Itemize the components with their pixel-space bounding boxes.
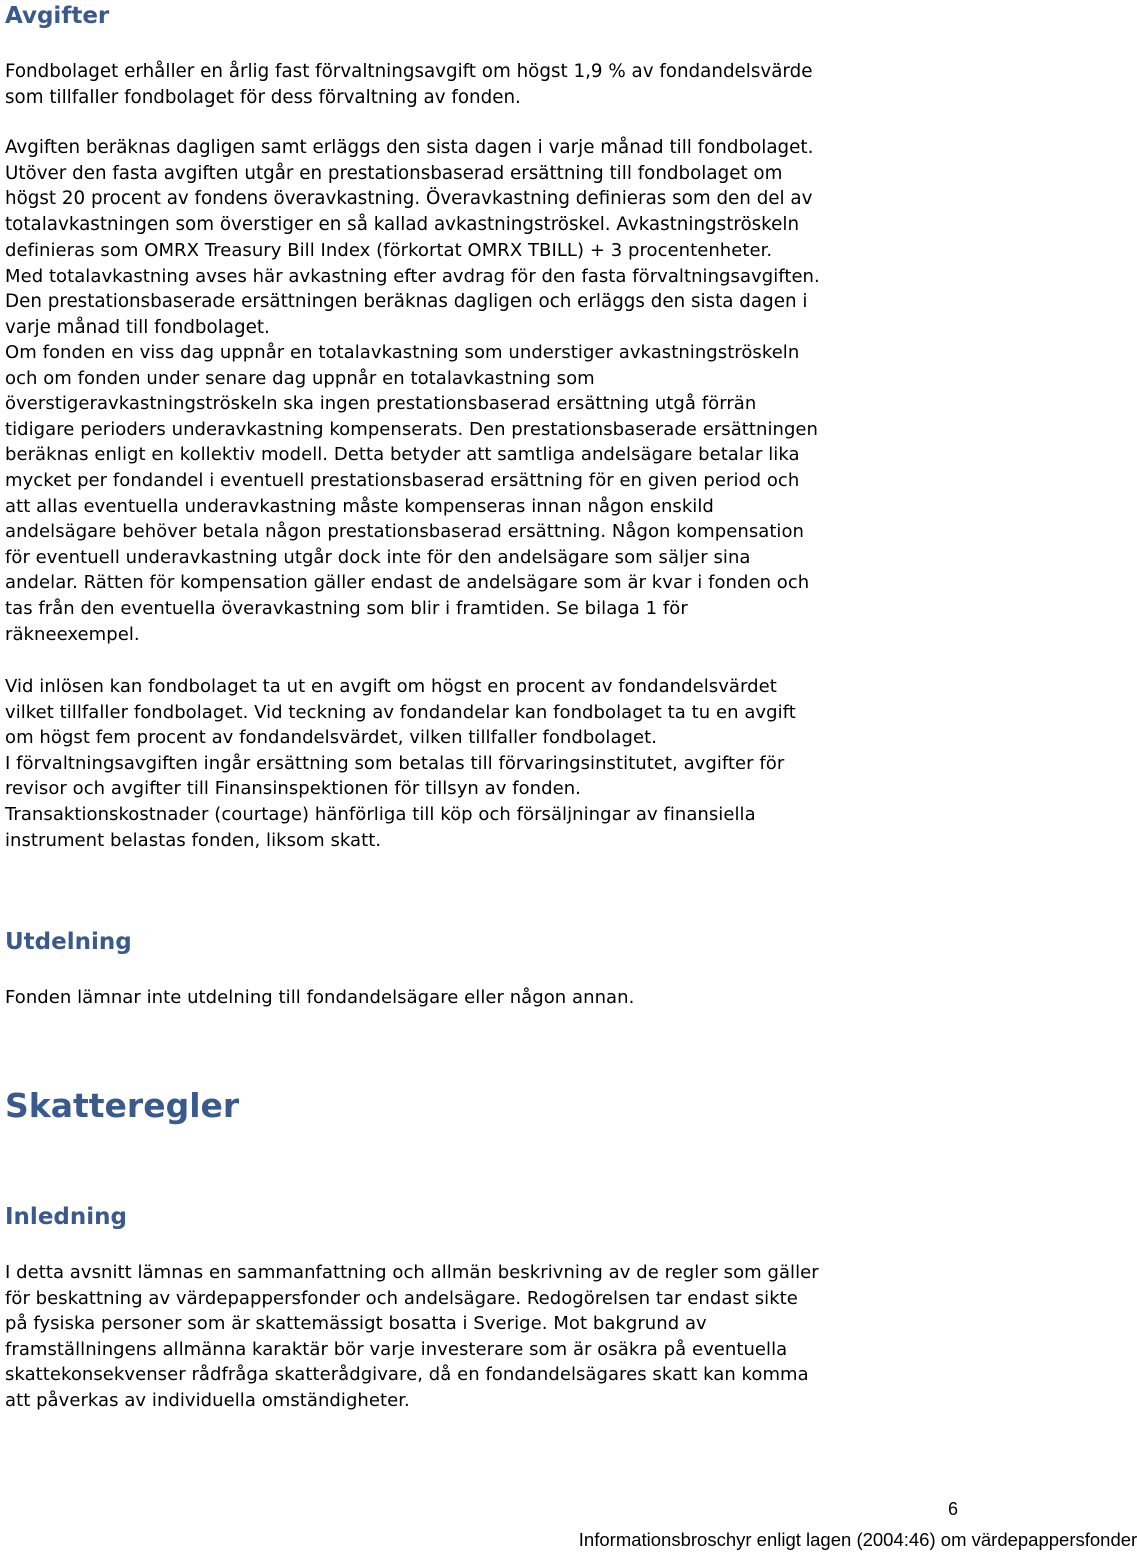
text-line: I detta avsnitt lämnas en sammanfattning och allmän beskrivning av de regler som gäller [5, 1262, 819, 1283]
text-line: andelar. Rätten för kompensation gäller endast de andelsägare som är kvar i fonden och [5, 572, 810, 594]
text-line: för beskattning av värdepappersfonder och andelsägare. Redogörelsen tar endast sikte [5, 1287, 798, 1309]
text-line: Med totalavkastning avses här avkastning efter avdrag för den fasta förvaltningsavgiften. [5, 265, 820, 287]
avgifter-para4 [5, 289, 955, 340]
heading-skatteregler: Skatteregler [5, 1086, 240, 1125]
text-line: framställningens allmänna karaktär bör varje investerare som är osäkra på eventuella [5, 1338, 788, 1360]
text-line: att allas eventuella underavkastning måste kompenseras innan någon enskild [5, 495, 714, 517]
text-line: beräknas enligt en kollektiv modell. Detta betyder att samtliga andelsägare betalar lika [5, 444, 800, 466]
text-line: Vid inlösen kan fondbolaget ta ut en avgift om högst en procent av fondandelsvärdet [5, 676, 777, 697]
text-line: Fondbolaget erhåller en årlig fast förvaltningsavgift om högst 1,9 % av fondandelsvärde [5, 61, 813, 82]
text-line: vilket tillfaller fondbolaget. Vid teckning av fondandelar kan fondbolaget ta tu en avgift [5, 701, 796, 723]
text-line: Den prestationsbaserade ersättningen beräknas dagligen och erläggs den sista dagen i [5, 291, 808, 312]
text-line: Avgiften beräknas dagligen samt erläggs den sista dagen i varje månad till fondbolaget. [5, 137, 814, 158]
text-line: varje månad till fondbolaget. [5, 316, 270, 338]
text-line: överstigeravkastningströskeln ska ingen prestationsbaserad ersättning utgå förrän [5, 393, 757, 415]
page-number: 6 [947, 1499, 958, 1519]
heading-avgifter: Avgifter [5, 3, 110, 29]
text-line: högst 20 procent av fondens överavkastning. Överavkastning definieras som den del av [5, 188, 813, 210]
text-line: instrument belastas fonden, liksom skatt. [5, 829, 382, 851]
inledning-para [5, 1260, 955, 1414]
text-line: Om fonden en viss dag uppnår en totalavkastning som understiger avkastningströskeln [5, 342, 800, 363]
text-line: Utöver den fasta avgiften utgår en prestationsbaserad ersättning till fondbolaget om [5, 162, 783, 184]
heading-inledning: Inledning [5, 1204, 127, 1230]
text-line: totalavkastningen som överstiger en så kallad avkastningströskel. Avkastningströskeln [5, 213, 800, 235]
text-line: som tillfaller fondbolaget för dess förvaltning av fonden. [5, 86, 521, 108]
avgifter-para6 [5, 674, 955, 853]
text-line: att påverkas av individuella omständigheter. [5, 1389, 410, 1411]
text-line: för eventuell underavkastning utgår dock inte för den andelsägare som säljer sina [5, 546, 751, 568]
text-line: definieras som OMRX Treasury Bill Index (förkortat OMRX TBILL) + 3 procentenheter. [5, 240, 773, 261]
text-line: räkneexempel. [5, 623, 140, 645]
avgifter-para5 [5, 340, 955, 647]
text-line: Fonden lämnar inte utdelning till fondandelsägare eller någon annan. [5, 987, 635, 1008]
text-line: andelsägare behöver betala någon prestationsbaserad ersättning. Någon kompensation [5, 521, 805, 543]
footer-text: Informationsbroschyr enligt lagen (2004:46) om värdepappersfonder [578, 1529, 1137, 1550]
text-line: Transaktionskostnader (courtage) hänförliga till köp och försäljningar av finansiella [5, 803, 756, 825]
text-line: om högst fem procent av fondandelsvärdet, vilken tillfaller fondbolaget. [5, 727, 658, 749]
avgifter-para2 [5, 135, 955, 237]
text-line: tidigare perioders underavkastning kompenserats. Den prestationsbaserade ersättningen [5, 418, 819, 440]
avgifter-para3 [5, 238, 955, 289]
text-line: I förvaltningsavgiften ingår ersättning som betalas till förvaringsinstitutet, avgifter för [5, 752, 785, 774]
utdelning-para [5, 985, 955, 1011]
text-line: mycket per fondandel i eventuell prestationsbaserad ersättning för en given period och [5, 469, 800, 491]
text-line: tas från den eventuella överavkastning som blir i framtiden. Se bilaga 1 för [5, 597, 688, 619]
text-line: revisor och avgifter till Finansinspektionen för tillsyn av fonden. [5, 778, 581, 800]
text-line: och om fonden under senare dag uppnår en totalavkastning som [5, 367, 595, 389]
heading-utdelning: Utdelning [5, 929, 132, 955]
avgifter-para1 [5, 59, 955, 110]
text-line: på fysiska personer som är skattemässigt bosatta i Sverige. Mot bakgrund av [5, 1313, 707, 1335]
text-line: skattekonsekvenser rådfråga skatterådgivare, då en fondandelsägares skatt kan komma [5, 1364, 809, 1386]
